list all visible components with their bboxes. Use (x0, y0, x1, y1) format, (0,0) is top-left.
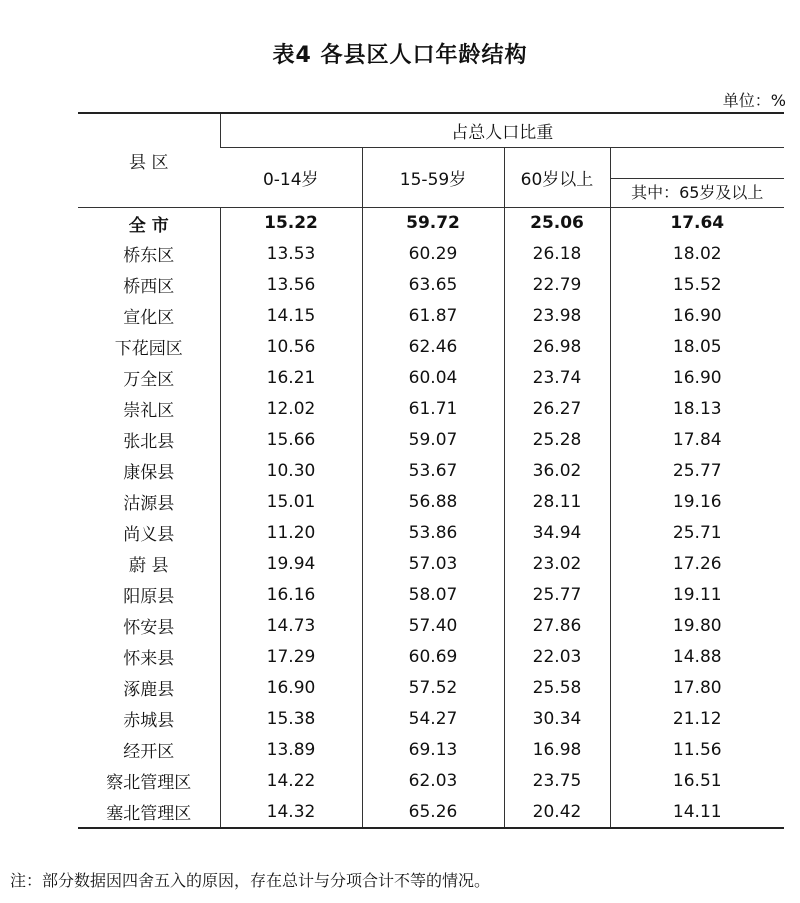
table-row (78, 331, 784, 362)
table-row (78, 610, 784, 641)
cell-county: 赤城县 (123, 711, 175, 731)
header-15-59: 15-59岁 (362, 148, 504, 208)
cell-15-59: 61.71 (362, 393, 504, 424)
table-row (78, 300, 784, 331)
cell-0-14: 10.56 (220, 331, 362, 362)
cell-60-plus: 25.28 (504, 424, 610, 455)
table-row (78, 703, 784, 734)
table-row (78, 362, 784, 393)
cell-65-plus: 17.26 (610, 548, 784, 579)
cell-15-59: 54.27 (362, 703, 504, 734)
table-row (78, 486, 784, 517)
cell-0-14: 14.15 (220, 300, 362, 331)
table-row (78, 641, 784, 672)
cell-60-plus: 22.79 (504, 269, 610, 300)
cell-county: 崇礼区 (123, 401, 175, 421)
cell-county: 阳原县 (123, 587, 175, 607)
table-row-total (78, 208, 784, 239)
cell-0-14: 16.21 (220, 362, 362, 393)
cell-15-59: 59.07 (362, 424, 504, 455)
cell-15-59: 62.03 (362, 765, 504, 796)
cell-0-14: 19.94 (220, 548, 362, 579)
cell-60-plus: 30.34 (504, 703, 610, 734)
cell-15-59: 65.26 (362, 796, 504, 828)
cell-15-59: 60.29 (362, 238, 504, 269)
table-row (78, 238, 784, 269)
cell-county: 经开区 (123, 742, 175, 762)
cell-60-plus: 23.02 (504, 548, 610, 579)
cell-65-plus: 19.11 (610, 579, 784, 610)
table-row (78, 393, 784, 424)
cell-60-plus: 23.74 (504, 362, 610, 393)
cell-65-plus: 16.90 (610, 362, 784, 393)
cell-15-59: 61.87 (362, 300, 504, 331)
cell-county: 涿鹿县 (123, 680, 175, 700)
cell-0-14: 13.89 (220, 734, 362, 765)
table-row (78, 517, 784, 548)
table-row (78, 734, 784, 765)
cell-15-59: 58.07 (362, 579, 504, 610)
cell-15-59: 62.46 (362, 331, 504, 362)
table-row (78, 455, 784, 486)
cell-60-plus: 36.02 (504, 455, 610, 486)
cell-60-plus: 22.03 (504, 641, 610, 672)
cell-65-plus: 21.12 (610, 703, 784, 734)
header-65-plus-cell (610, 148, 784, 208)
cell-15-59: 57.40 (362, 610, 504, 641)
unit-label: 单位：% (722, 91, 786, 110)
cell-15-59: 57.52 (362, 672, 504, 703)
cell-0-14: 13.56 (220, 269, 362, 300)
cell-15-59: 57.03 (362, 548, 504, 579)
header-county: 县 区 (129, 153, 169, 173)
header-60-plus: 60岁以上 (504, 148, 610, 208)
cell-65-plus: 16.90 (610, 300, 784, 331)
cell-60-plus: 20.42 (504, 796, 610, 828)
cell-15-59: 53.86 (362, 517, 504, 548)
cell-0-14: 15.01 (220, 486, 362, 517)
cell-60-plus: 27.86 (504, 610, 610, 641)
cell-0-14: 14.32 (220, 796, 362, 828)
cell-60-plus: 16.98 (504, 734, 610, 765)
cell-60-plus: 26.27 (504, 393, 610, 424)
header-row-top (78, 113, 784, 148)
cell-county: 尚义县 (123, 525, 175, 545)
cell-county: 桥东区 (123, 246, 175, 266)
cell-0-14: 17.29 (220, 641, 362, 672)
table-row (78, 579, 784, 610)
table-row (78, 765, 784, 796)
population-age-table (78, 112, 784, 829)
cell-65-plus: 19.16 (610, 486, 784, 517)
cell-65-plus: 11.56 (610, 734, 784, 765)
cell-65-plus: 18.05 (610, 331, 784, 362)
cell-0-14: 12.02 (220, 393, 362, 424)
cell-60-plus: 34.94 (504, 517, 610, 548)
cell-65-plus: 14.88 (610, 641, 784, 672)
table-title: 表4 各县区人口年龄结构 (272, 43, 528, 68)
table-row (78, 548, 784, 579)
cell-0-14: 15.38 (220, 703, 362, 734)
cell-15-59: 60.04 (362, 362, 504, 393)
cell-65-plus: 25.77 (610, 455, 784, 486)
cell-60-plus: 23.75 (504, 765, 610, 796)
cell-0-14: 11.20 (220, 517, 362, 548)
cell-county: 桥西区 (123, 277, 175, 297)
cell-65-plus: 17.80 (610, 672, 784, 703)
cell-65-plus: 25.71 (610, 517, 784, 548)
cell-0-14: 14.22 (220, 765, 362, 796)
cell-15-59: 60.69 (362, 641, 504, 672)
cell-65-plus: 16.51 (610, 765, 784, 796)
cell-0-14: 16.90 (220, 672, 362, 703)
cell-15-59: 63.65 (362, 269, 504, 300)
cell-15-59: 53.67 (362, 455, 504, 486)
cell-60-plus: 28.11 (504, 486, 610, 517)
cell-county: 察北管理区 (106, 773, 192, 793)
cell-county: 怀安县 (123, 618, 175, 638)
cell-county: 沽源县 (123, 494, 175, 514)
cell-60-plus: 23.98 (504, 300, 610, 331)
cell-county: 下花园区 (114, 339, 183, 359)
cell-65-plus: 17.84 (610, 424, 784, 455)
cell-0-14: 15.22 (220, 208, 362, 239)
cell-county: 全 市 (128, 215, 169, 236)
cell-60-plus: 26.18 (504, 238, 610, 269)
cell-0-14: 10.30 (220, 455, 362, 486)
header-group: 占总人口比重 (220, 113, 784, 148)
cell-15-59: 56.88 (362, 486, 504, 517)
cell-60-plus: 25.77 (504, 579, 610, 610)
cell-county: 塞北管理区 (106, 804, 192, 824)
cell-0-14: 14.73 (220, 610, 362, 641)
header-65-plus: 其中：65岁及以上 (611, 178, 785, 207)
cell-65-plus: 17.64 (610, 208, 784, 239)
cell-county: 蔚 县 (129, 556, 169, 576)
table-row (78, 424, 784, 455)
cell-60-plus: 25.06 (504, 208, 610, 239)
cell-county: 万全区 (123, 370, 175, 390)
cell-65-plus: 19.80 (610, 610, 784, 641)
cell-0-14: 15.66 (220, 424, 362, 455)
cell-65-plus: 18.13 (610, 393, 784, 424)
cell-county: 张北县 (123, 432, 175, 452)
cell-60-plus: 25.58 (504, 672, 610, 703)
cell-60-plus: 26.98 (504, 331, 610, 362)
footnote: 注：部分数据因四舍五入的原因，存在总计与分项合计不等的情况。 (10, 871, 491, 890)
cell-65-plus: 18.02 (610, 238, 784, 269)
cell-county: 康保县 (123, 463, 175, 483)
cell-15-59: 69.13 (362, 734, 504, 765)
header-0-14: 0-14岁 (262, 170, 319, 190)
table-row (78, 672, 784, 703)
cell-15-59: 59.72 (362, 208, 504, 239)
cell-65-plus: 15.52 (610, 269, 784, 300)
table-row (78, 269, 784, 300)
cell-65-plus: 14.11 (610, 796, 784, 828)
cell-county: 宣化区 (123, 308, 175, 328)
cell-0-14: 16.16 (220, 579, 362, 610)
table-row (78, 796, 784, 828)
cell-county: 怀来县 (123, 649, 175, 669)
cell-0-14: 13.53 (220, 238, 362, 269)
